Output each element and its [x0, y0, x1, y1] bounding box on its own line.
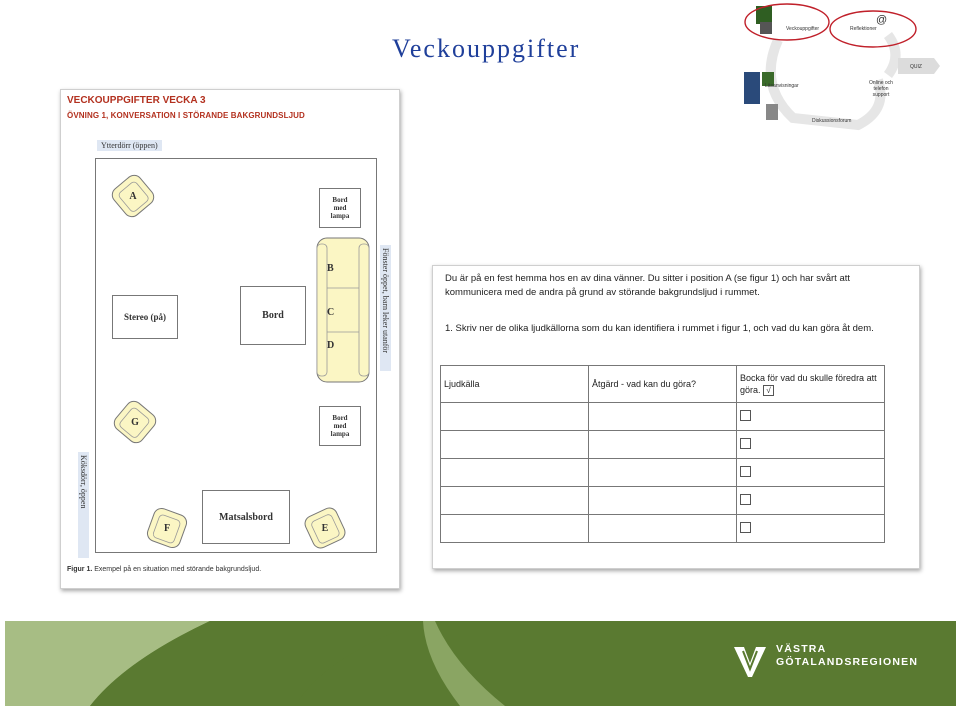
- exercise-document: [432, 265, 920, 569]
- col-sound-source: Ljudkälla: [441, 366, 589, 403]
- table-row: [441, 431, 885, 459]
- stereo-box: Stereo (på): [112, 295, 178, 339]
- front-door-label: Ytterdörr (öppen): [97, 140, 162, 151]
- col-preference: [737, 366, 885, 403]
- table-cell: [737, 431, 885, 459]
- table-cell: [737, 459, 885, 487]
- lamp-table-bottom: Bord med lampa: [319, 406, 361, 446]
- sofa-seat-c: C: [327, 307, 335, 318]
- diagram-node-support: Online och telefon support: [869, 80, 893, 98]
- chair-g-label: G: [131, 416, 139, 428]
- slide-title: Veckouppgifter: [392, 34, 581, 63]
- table-cell[interactable]: [441, 403, 589, 431]
- table-cell[interactable]: [441, 515, 589, 543]
- lamp-table-top: Bord med lampa: [319, 188, 361, 228]
- table-row: [441, 459, 885, 487]
- table-row: [441, 403, 885, 431]
- floor-plan-document: [60, 89, 400, 589]
- course-structure-diagram: [738, 0, 946, 135]
- caption-text: Exempel på en situation med störande bakgrundsljud.: [92, 566, 262, 573]
- table-header-row: [441, 366, 885, 403]
- col-preference-text: Bocka för vad du skulle föredra att göra.: [740, 372, 877, 395]
- vgr-logo-icon: [732, 643, 768, 679]
- diagram-node-reflections: Reflektioner: [850, 26, 877, 32]
- checkbox[interactable]: [740, 522, 751, 533]
- doc-title: VECKOUPPGIFTER VECKA 3: [67, 95, 206, 106]
- table-cell[interactable]: [589, 487, 737, 515]
- vgr-logo-text: VÄSTRA GÖTALANDSREGIONEN: [776, 643, 919, 668]
- diagram-node-weekly-tasks: Veckouppgifter: [786, 26, 820, 32]
- checkbox[interactable]: [740, 438, 751, 449]
- table-box: Bord: [240, 286, 306, 345]
- sofa-seat-d: D: [327, 340, 335, 351]
- checked-box-icon: √: [763, 385, 774, 396]
- chair-f-label: F: [163, 522, 171, 534]
- dining-table-box: Matsalsbord: [202, 490, 290, 544]
- table-cell[interactable]: [589, 403, 737, 431]
- answer-table: [440, 365, 885, 543]
- table-cell: [737, 515, 885, 543]
- col-action: Åtgärd - vad kan du göra?: [589, 366, 737, 403]
- sofa-icon: [315, 236, 371, 384]
- caption-label: Figur 1.: [67, 566, 93, 573]
- table-row: [441, 487, 885, 515]
- figure-caption: [67, 566, 261, 573]
- chair-a: [111, 174, 155, 218]
- chair-g: [113, 400, 157, 444]
- footer-band: [5, 621, 956, 706]
- checkbox[interactable]: [740, 466, 751, 477]
- table-cell[interactable]: [589, 459, 737, 487]
- checkbox[interactable]: [740, 494, 751, 505]
- sofa-seat-b: B: [327, 263, 334, 274]
- chair-e-label: E: [321, 522, 329, 534]
- diagram-node-quiz: QUIZ: [910, 64, 922, 70]
- doc-subtitle: ÖVNING 1, KONVERSATION I STÖRANDE BAKGRUNDSLJUD: [67, 111, 305, 120]
- sofa: [315, 236, 371, 384]
- table-cell[interactable]: [441, 431, 589, 459]
- table-row: [441, 515, 885, 543]
- at-icon: @: [876, 14, 888, 26]
- exercise-intro: Du är på en fest hemma hos en av dina vänner. Du sitter i position A (se figur 1) och har svårt att kommunicera med de andra på grund av störande bakgrundsljud i rummet.: [445, 273, 851, 298]
- checkbox[interactable]: [740, 410, 751, 421]
- diagram-node-reading: Läsanvisningar: [765, 83, 799, 89]
- table-cell: [737, 403, 885, 431]
- table-cell[interactable]: [589, 515, 737, 543]
- table-cell[interactable]: [589, 431, 737, 459]
- chair-e: [303, 506, 347, 550]
- kitchen-door-label: Köksdörr, öppen: [78, 452, 89, 558]
- chair-f: [145, 506, 189, 550]
- window-label: Fönster öppet, barn leker utanför: [380, 245, 391, 371]
- table-cell[interactable]: [441, 487, 589, 515]
- table-cell[interactable]: [441, 459, 589, 487]
- diagram-node-forum: Diskussionsforum: [812, 118, 852, 124]
- chair-a-label: A: [129, 190, 137, 202]
- exercise-question: 1. Skriv ner de olika ljudkällorna som du kan identifiera i rummet i figur 1, och vad du kan göra åt dem.: [445, 323, 874, 334]
- table-cell: [737, 487, 885, 515]
